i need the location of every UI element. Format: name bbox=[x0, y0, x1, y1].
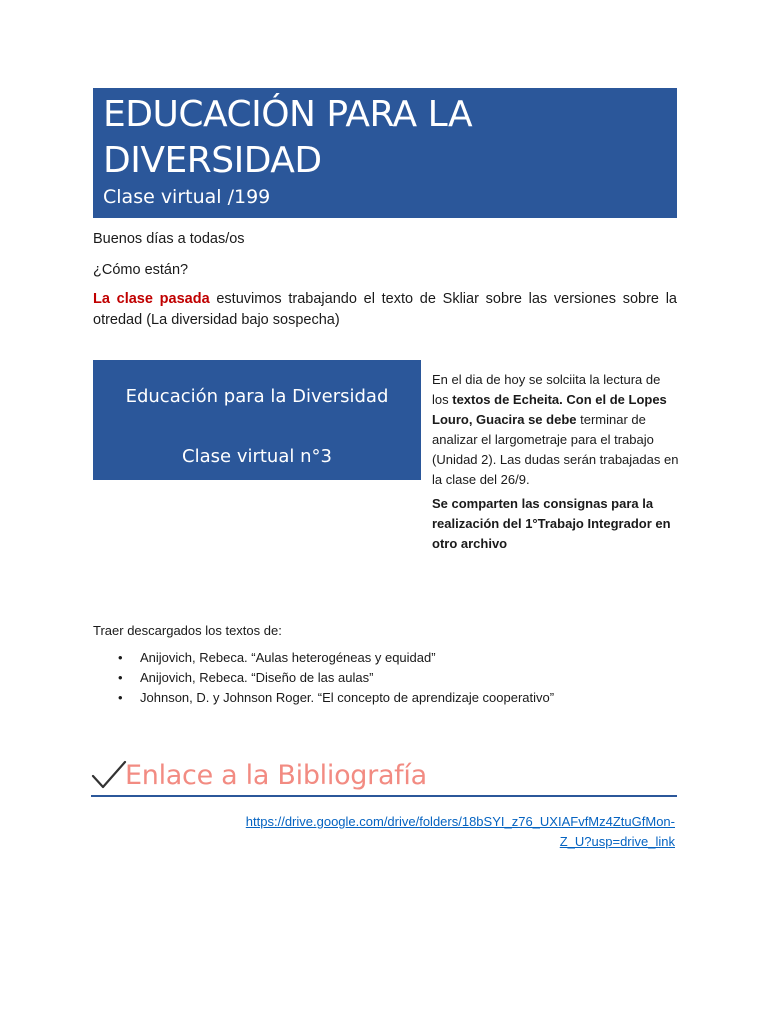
bibliography-heading bbox=[91, 756, 677, 796]
list-item bbox=[93, 648, 677, 668]
heading-underline bbox=[91, 795, 677, 797]
intro-highlight: La clase pasada bbox=[93, 291, 210, 307]
intro-rest: estuvimos trabajando el texto de Skliar sobre las versiones sobre la otredad (La diversidad bajo sospecha) bbox=[93, 291, 677, 328]
side-text-c: terminar de analizar el largometraje para el trabajo (Unidad 2). Las dudas serán trabajadas en la clase del 26/9. bbox=[432, 412, 679, 487]
title-line-1: EDUCACIÓN PARA LA bbox=[103, 94, 473, 135]
side-text-a: En el dia de hoy se solciita la lectura de los bbox=[432, 372, 661, 407]
side-text-bold: Se comparten las consignas para la realización del 1°Trabajo Integrador en otro archivo bbox=[432, 496, 671, 551]
side-text-b: textos de Echeita. Con el de Lopes Louro, Guacira se debe bbox=[432, 392, 667, 427]
list-item bbox=[93, 668, 677, 688]
reading-list bbox=[93, 648, 677, 708]
class-banner bbox=[93, 360, 421, 480]
class-banner-subtitle: Clase virtual n°3 bbox=[182, 446, 332, 467]
link-line-1[interactable]: https://drive.google.com/drive/folders/18bSYI_z76_UXIAFvfMz4ZtuGfMon- bbox=[245, 814, 675, 829]
page-title bbox=[103, 92, 677, 184]
bibliography-link[interactable] bbox=[200, 812, 675, 852]
title-line-2: DIVERSIDAD bbox=[103, 140, 322, 181]
reading-3: Johnson, D. y Johnson Roger. “El concepto de aprendizaje cooperativo” bbox=[140, 690, 555, 705]
question-text: ¿Cómo están? bbox=[93, 262, 189, 278]
download-intro: Traer descargados los textos de: bbox=[93, 623, 282, 638]
class-banner-title: Educación para la Diversidad bbox=[125, 386, 389, 407]
bullet-icon: • bbox=[118, 670, 123, 685]
header-banner bbox=[93, 88, 677, 218]
bullet-icon: • bbox=[118, 690, 123, 705]
side-paragraph-1 bbox=[432, 370, 680, 490]
greeting-text: Buenos días a todas/os bbox=[93, 231, 245, 247]
link-line-2[interactable]: Z_U?usp=drive_link bbox=[559, 834, 675, 849]
bullet-icon: • bbox=[118, 650, 123, 665]
list-item bbox=[93, 688, 677, 708]
side-paragraph-2 bbox=[432, 494, 680, 554]
intro-paragraph bbox=[93, 289, 677, 331]
checkmark-icon bbox=[91, 760, 127, 790]
page-subtitle: Clase virtual /199 bbox=[103, 186, 271, 208]
reading-1: Anijovich, Rebeca. “Aulas heterogéneas y equidad” bbox=[140, 650, 436, 665]
bibliography-title: Enlace a la Bibliografía bbox=[125, 760, 427, 791]
reading-2: Anijovich, Rebeca. “Diseño de las aulas” bbox=[140, 670, 374, 685]
